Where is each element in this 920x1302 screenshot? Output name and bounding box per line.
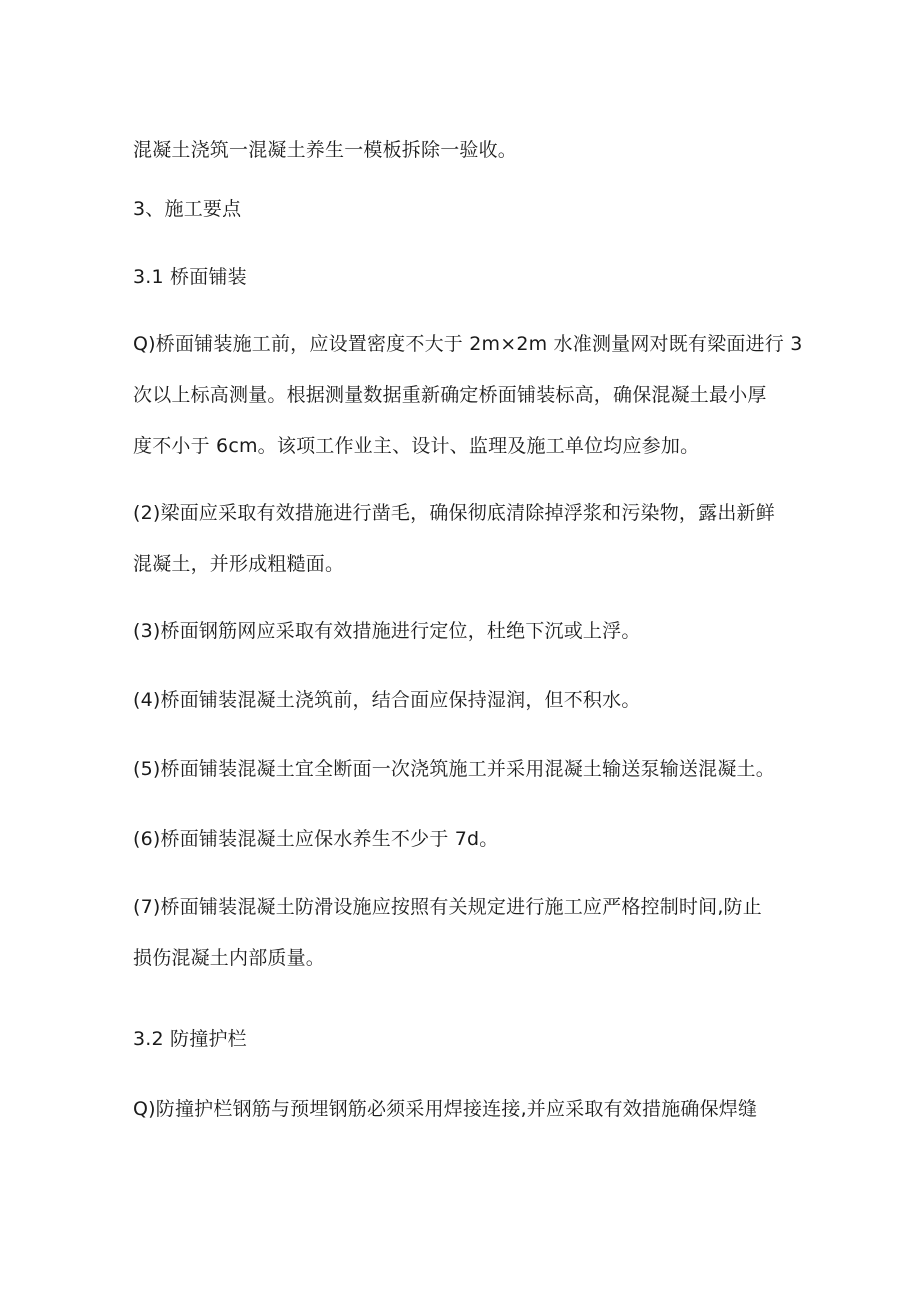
paragraph-line: (5)桥面铺装混凝土宜全断面一次浇筑施工并采用混凝土输送泵输送混凝土。 [133,758,775,780]
paragraph-line: (6)桥面铺装混凝土应保水养生不少于 7d。 [133,828,499,850]
subsection-heading-deck-paving: 3.1 桥面铺装 [133,266,247,288]
paragraph-line: Q)桥面铺装施工前，应设置密度不大于 2m×2m 水准测量网对既有梁面进行 3 [133,333,803,355]
paragraph-line: 损伤混凝土内部质量。 [133,947,326,969]
paragraph-line: 次以上标高测量。根据测量数据重新确定桥面铺装标高，确保混凝土最小厚 [133,384,767,406]
paragraph-line: 混凝土，并形成粗糙面。 [133,553,345,575]
paragraph-line: (7)桥面铺装混凝土防滑设施应按照有关规定进行施工应严格控制时间,防止 [133,896,762,918]
paragraph-line: 度不小于 6cm。该项工作业主、设计、监理及施工单位均应参加。 [133,435,700,457]
paragraph-line: Q)防撞护栏钢筋与预埋钢筋必须采用焊接连接,并应采取有效措施确保焊缝 [133,1098,758,1120]
paragraph-process-flow: 混凝土浇筑一混凝土养生一模板拆除一验收。 [133,139,518,161]
paragraph-line: (4)桥面铺装混凝土浇筑前，结合面应保持湿润，但不积水。 [133,689,641,711]
subsection-heading-crash-barrier: 3.2 防撞护栏 [133,1028,247,1050]
section-heading-construction-points: 3、施工要点 [133,198,242,220]
paragraph-line: (2)梁面应采取有效措施进行凿毛，确保彻底清除掉浮浆和污染物，露出新鲜 [133,502,775,524]
paragraph-line: (3)桥面钢筋网应采取有效措施进行定位，杜绝下沉或上浮。 [133,620,641,642]
